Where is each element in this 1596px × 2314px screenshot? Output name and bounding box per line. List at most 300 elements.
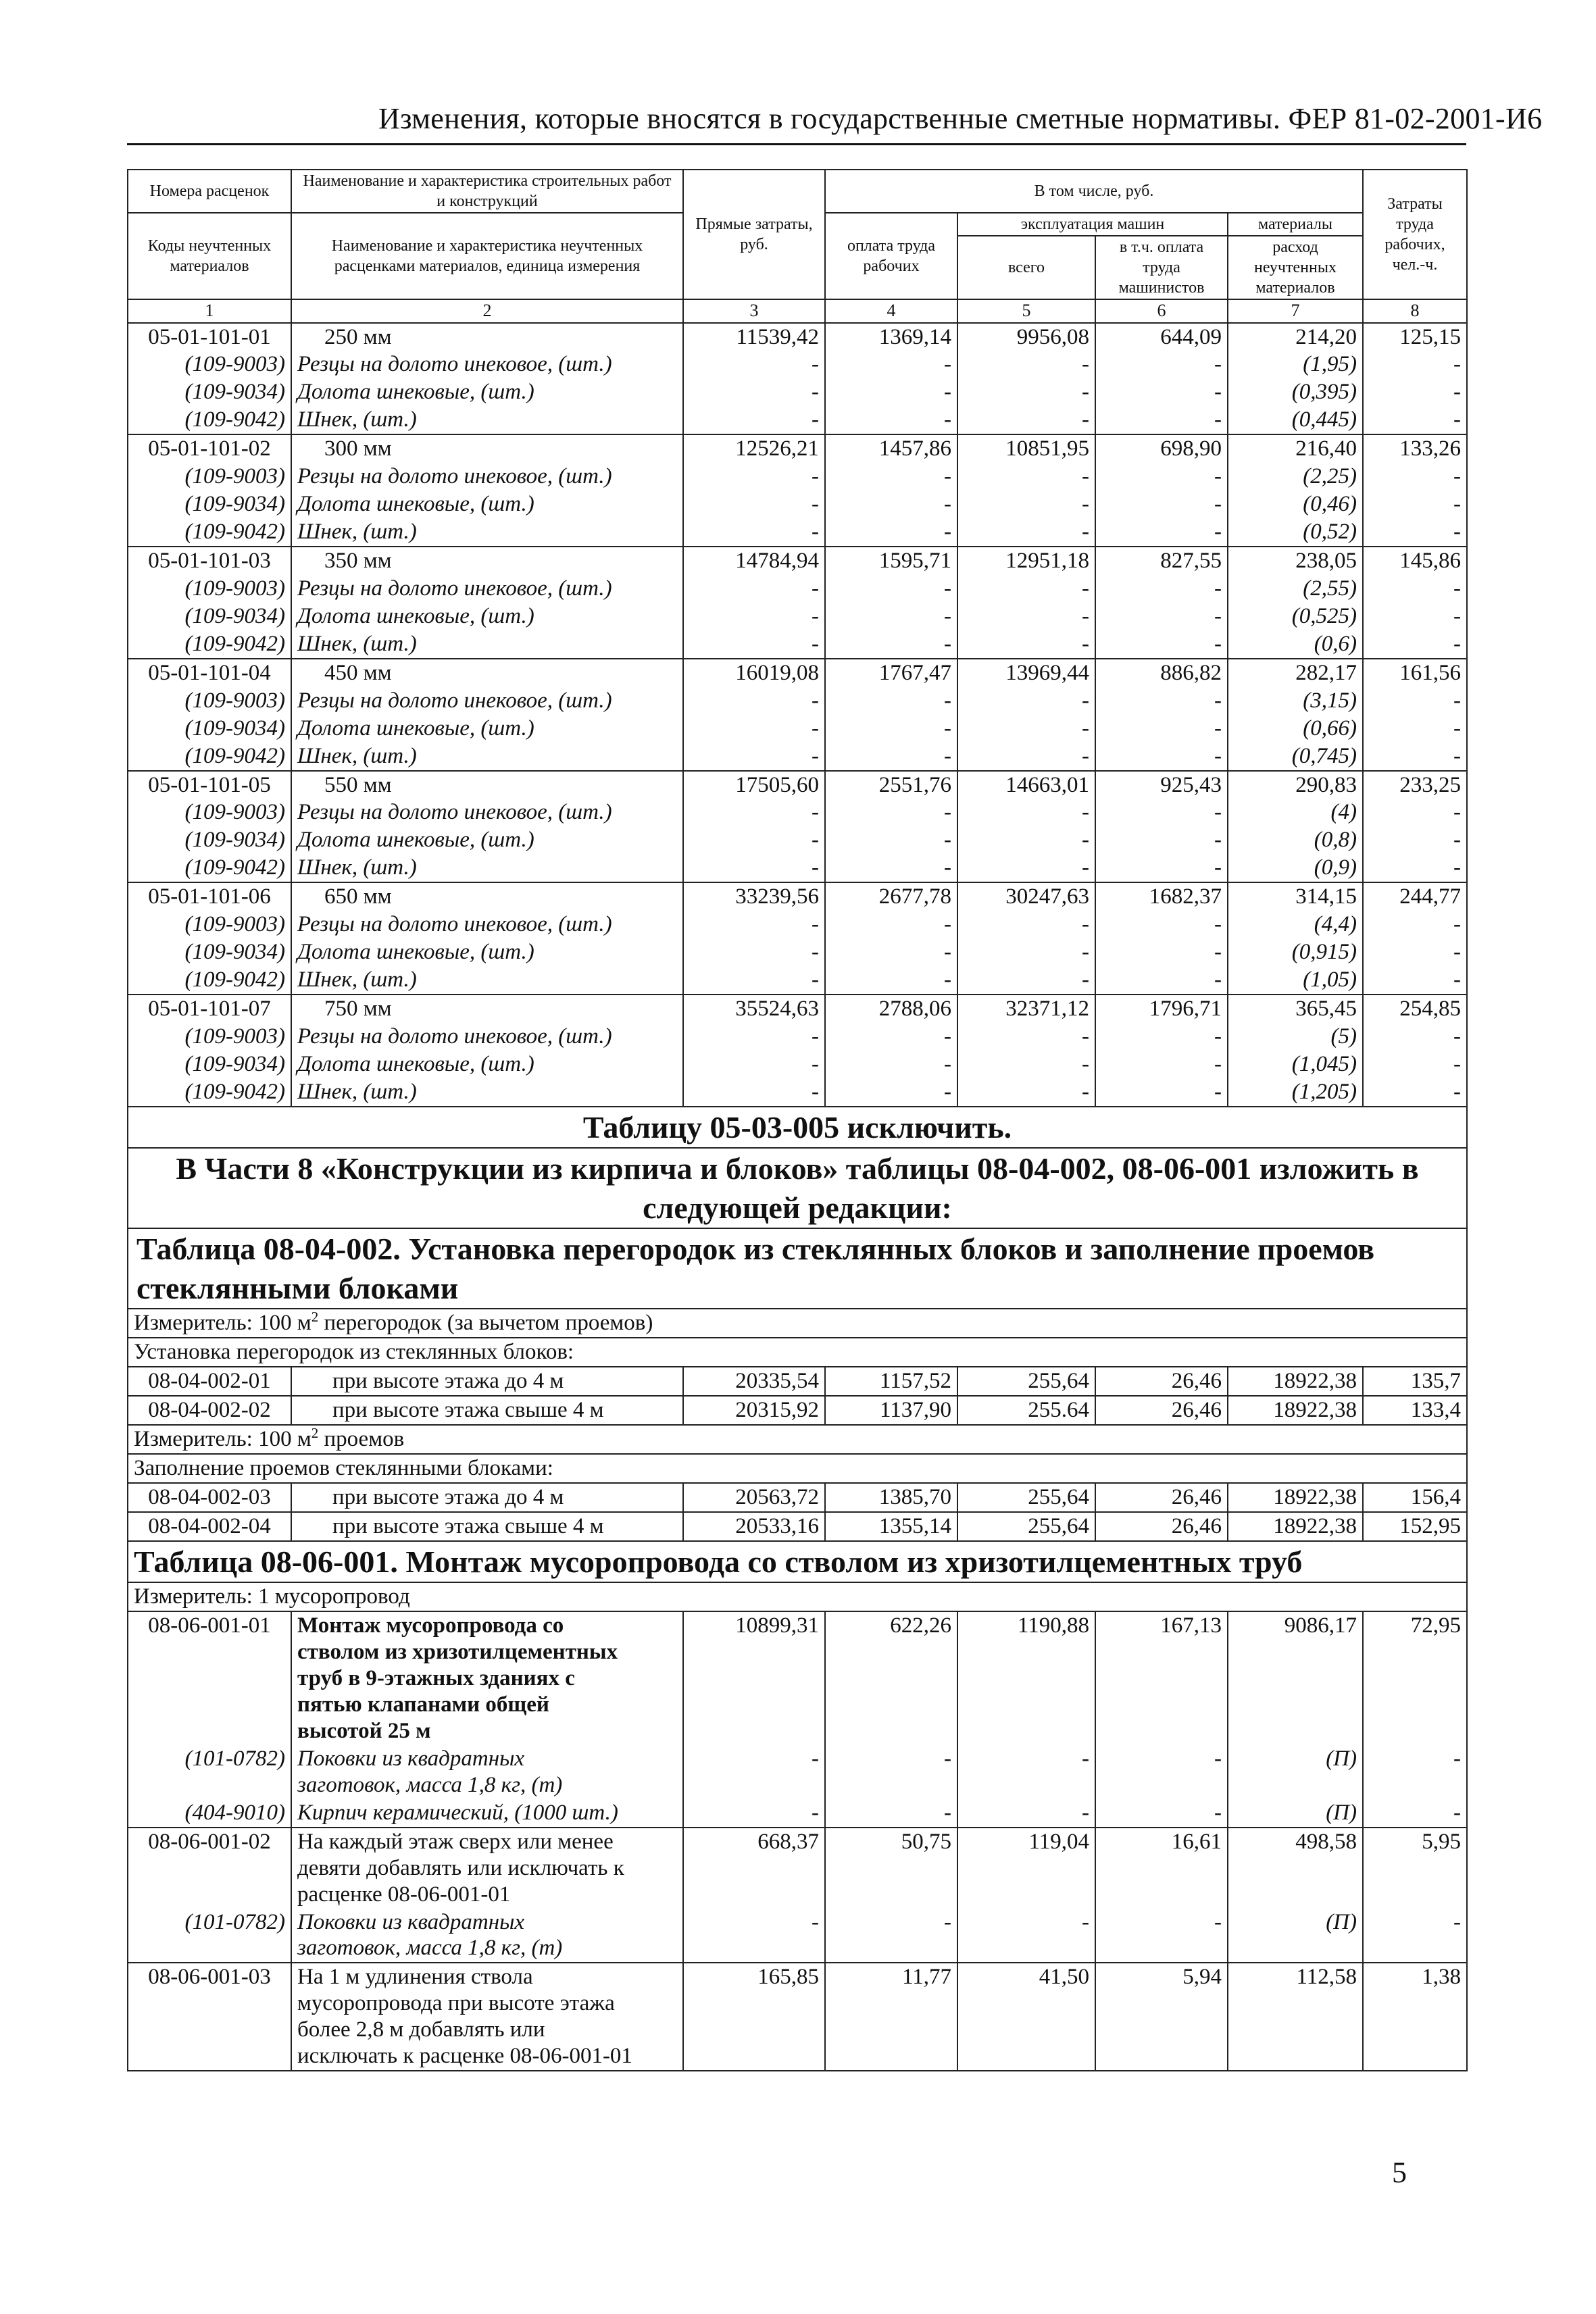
rate-name: 650 мм [291,882,683,911]
dash-cell: - [825,603,957,630]
materials-value: (3,15) [1228,687,1363,715]
material-code: (109-9034) [128,378,291,406]
machines-total: 14663,01 [957,771,1095,799]
materials-value: (0,525) [1228,603,1363,630]
dash-cell: - [1095,826,1228,854]
dash-cell: - [1095,715,1228,743]
name-line: Долота шнековые, (шт.) [297,940,534,965]
dash-cell: - [957,854,1095,882]
labor-pay: 622,26 [825,1611,957,1745]
machines-total: 1190,88 [957,1611,1095,1745]
name-cell [291,1799,683,1828]
dash-cell: - [683,1745,825,1799]
materials-value: (0,915) [1228,938,1363,966]
materials-value: 238,05 [1228,547,1363,575]
rate-name: при высоте этажа до 4 м [291,1367,683,1396]
table-row [128,491,1467,518]
rate-name: при высоте этажа свыше 4 м [291,1512,683,1541]
col-number: 2 [291,299,683,323]
name-line: пятью клапанами общей [297,1692,549,1717]
rate-name: при высоте этажа до 4 м [291,1483,683,1512]
labor-hours: 135,7 [1363,1367,1467,1396]
header-names-unaccounted: Наименование и характеристика неучтенных расценками материалов, единица измерения [291,213,683,299]
materials-value: 18922,38 [1228,1367,1363,1396]
dash-cell: - [957,966,1095,995]
rate-code: 08-06-001-03 [128,1963,291,2071]
dash-cell: - [1095,1078,1228,1107]
machinist-pay: 1682,37 [1095,882,1228,911]
direct-costs: 20563,72 [683,1483,825,1512]
dash-cell: - [1095,406,1228,434]
materials-value: 214,20 [1228,323,1363,351]
material-code: (109-9034) [128,938,291,966]
machinist-pay: 1796,71 [1095,995,1228,1023]
rate-code: 05-01-101-03 [128,547,291,575]
name-cell [291,715,683,743]
dash-cell: - [957,938,1095,966]
materials-value: (0,445) [1228,406,1363,434]
table-row [128,854,1467,882]
machinist-pay: 827,55 [1095,547,1228,575]
materials-value: 314,15 [1228,882,1363,911]
dash-cell: - [957,1745,1095,1799]
table-row [128,575,1467,603]
col-number: 8 [1363,299,1467,323]
name-line: исключать к расценке 08-06-001-01 [297,2044,632,2069]
name-line: Резцы на долото инековое, (шт.) [297,1024,612,1049]
dash-cell: - [957,603,1095,630]
dash-cell: - [683,799,825,826]
name-line: На 1 м удлинения ствола [297,1965,533,1990]
name-line: высотой 25 м [297,1718,431,1743]
dash-cell: - [957,1051,1095,1078]
dash-cell: - [1363,938,1467,966]
materials-value: (2,25) [1228,463,1363,491]
table-row [128,743,1467,771]
materials-value: (1,05) [1228,966,1363,995]
name-cell [291,1745,683,1799]
measure-sup: 2 [311,1309,319,1326]
direct-costs: 17505,60 [683,771,825,799]
materials-value: (0,66) [1228,715,1363,743]
dash-cell: - [957,630,1095,659]
name-cell [291,463,683,491]
measure-line: Измеритель: 1 мусоропровод [128,1582,1467,1611]
table-row [128,1963,1467,2071]
dash-cell: - [683,1909,825,1963]
dash-cell: - [825,518,957,547]
column-number-row [128,299,1467,323]
machinist-pay: 925,43 [1095,771,1228,799]
dash-cell: - [683,491,825,518]
name-cell [291,1963,683,2071]
materials-value: (0,8) [1228,826,1363,854]
table-row [128,1745,1467,1799]
dash-cell: - [1095,1051,1228,1078]
dash-cell: - [825,463,957,491]
table-row [128,771,1467,799]
direct-costs: 668,37 [683,1828,825,1909]
materials-value: (0,6) [1228,630,1363,659]
machines-total: 32371,12 [957,995,1095,1023]
machines-total: 13969,44 [957,659,1095,687]
rate-code: 05-01-101-07 [128,995,291,1023]
material-code: (109-9034) [128,1051,291,1078]
materials-value: (2,55) [1228,575,1363,603]
table-row [128,1396,1467,1425]
dash-cell: - [1363,1051,1467,1078]
dash-cell: - [1363,799,1467,826]
name-line: заготовок, масса 1,8 кг, (т) [297,1936,563,1961]
machinist-pay: 5,94 [1095,1963,1228,2071]
dash-cell: - [825,715,957,743]
rate-code: 05-01-101-01 [128,323,291,351]
machinist-pay: 26,46 [1095,1367,1228,1396]
dash-cell: - [825,854,957,882]
measure-suffix: проемов [318,1427,405,1451]
dash-cell: - [1095,491,1228,518]
rate-code: 05-01-101-02 [128,434,291,463]
glass-measure-2 [128,1425,1467,1483]
material-code: (109-9003) [128,463,291,491]
dash-cell: - [683,518,825,547]
dash-cell: - [1363,351,1467,378]
direct-costs: 14784,94 [683,547,825,575]
materials-value: (5) [1228,1023,1363,1051]
dash-cell: - [825,1909,957,1963]
dash-cell: - [1095,378,1228,406]
dash-cell: - [683,854,825,882]
table-row [128,715,1467,743]
dash-cell: - [1363,1799,1467,1828]
dash-cell: - [825,351,957,378]
dash-cell: - [1095,603,1228,630]
name-cell [291,491,683,518]
table-row [128,687,1467,715]
table-row [128,1051,1467,1078]
direct-costs: 11539,42 [683,323,825,351]
dash-cell: - [1095,1799,1228,1828]
labor-hours: 145,86 [1363,547,1467,575]
materials-value: 365,45 [1228,995,1363,1023]
material-code: (109-9042) [128,406,291,434]
machines-total: 30247,63 [957,882,1095,911]
dash-cell: - [825,966,957,995]
materials-value: 18922,38 [1228,1396,1363,1425]
name-cell [291,743,683,771]
name-line: Шнек, (шт.) [297,520,417,545]
table-row [128,1483,1467,1512]
dash-cell: - [957,743,1095,771]
rate-code: 08-06-001-01 [128,1611,291,1745]
labor-pay: 11,77 [825,1963,957,2071]
name-line: Резцы на долото инековое, (шт.) [297,352,612,377]
dash-cell: - [683,938,825,966]
dash-cell: - [1095,687,1228,715]
labor-pay: 1457,86 [825,434,957,463]
dash-cell: - [683,687,825,715]
dash-cell: - [1363,1745,1467,1799]
rate-name: 350 мм [291,547,683,575]
table-row [128,911,1467,938]
name-line: Шнек, (шт.) [297,967,417,992]
labor-hours: 152,95 [1363,1512,1467,1541]
dash-cell: - [825,630,957,659]
dash-cell: - [1095,854,1228,882]
rate-code: 08-04-002-02 [128,1396,291,1425]
labor-pay: 1157,52 [825,1367,957,1396]
dash-cell: - [1095,1745,1228,1799]
materials-value: (П) [1228,1909,1363,1963]
drill-rates-body [128,323,1467,1107]
dash-cell: - [683,826,825,854]
dash-cell: - [1095,1909,1228,1963]
material-code: (404-9010) [128,1799,291,1828]
rate-code: 08-06-001-02 [128,1828,291,1909]
rate-code: 08-04-002-01 [128,1367,291,1396]
name-line: Резцы на долото инековое, (шт.) [297,464,612,489]
rate-code: 05-01-101-05 [128,771,291,799]
material-code: (109-9034) [128,826,291,854]
dash-cell: - [1363,966,1467,995]
name-cell [291,966,683,995]
dash-cell: - [825,938,957,966]
materials-value: 216,40 [1228,434,1363,463]
measure-suffix: перегородок (за вычетом проемов) [318,1311,653,1336]
table-08-06-001-head [128,1541,1467,1611]
section-08-body [128,1107,1467,1367]
dash-cell: - [683,603,825,630]
dash-cell: - [957,406,1095,434]
machinist-pay: 167,13 [1095,1611,1228,1745]
name-line: Шнек, (шт.) [297,1079,417,1104]
dash-cell: - [1363,1909,1467,1963]
table-row [128,603,1467,630]
labor-pay: 2788,06 [825,995,957,1023]
labor-pay: 1595,71 [825,547,957,575]
header-materials: материалы [1228,213,1363,236]
header-direct-costs: Прямые затраты, руб. [683,170,825,299]
direct-costs: 16019,08 [683,659,825,687]
rate-name: при высоте этажа свыше 4 м [291,1396,683,1425]
dash-cell: - [1095,630,1228,659]
dash-cell: - [683,743,825,771]
dash-cell: - [957,687,1095,715]
dash-cell: - [957,1909,1095,1963]
dash-cell: - [825,575,957,603]
dash-cell: - [683,715,825,743]
material-code: (109-9042) [128,1078,291,1107]
dash-cell: - [825,687,957,715]
dash-cell: - [683,911,825,938]
table-row [128,406,1467,434]
material-code: (109-9003) [128,575,291,603]
table-row [128,1909,1467,1963]
direct-costs: 20335,54 [683,1367,825,1396]
dash-cell: - [1363,1078,1467,1107]
name-line: На каждый этаж сверх или менее [297,1829,614,1854]
machines-total: 41,50 [957,1963,1095,2071]
dash-cell: - [683,575,825,603]
labor-hours: 133,26 [1363,434,1467,463]
table-row [128,1512,1467,1541]
header-materials-consumption: расход неучтенных материалов [1228,236,1363,299]
dash-cell: - [1363,826,1467,854]
name-cell [291,854,683,882]
table-row [128,826,1467,854]
name-line: Шнек, (шт.) [297,631,417,656]
table-row [128,630,1467,659]
name-line: расценке 08-06-001-01 [297,1882,511,1907]
dash-cell: - [825,911,957,938]
header-including: В том числе, руб. [825,170,1363,213]
dash-cell: - [1095,463,1228,491]
table-row [128,1023,1467,1051]
name-line: заготовок, масса 1,8 кг, (т) [297,1772,563,1797]
direct-costs: 33239,56 [683,882,825,911]
materials-value: 282,17 [1228,659,1363,687]
table-row [128,323,1467,351]
header-codes: Коды неучтенных материалов [128,213,291,299]
glass-rows-2 [128,1483,1467,1541]
dash-cell: - [683,1078,825,1107]
name-cell [291,1023,683,1051]
table-row [128,434,1467,463]
direct-costs: 10899,31 [683,1611,825,1745]
dash-cell: - [1363,687,1467,715]
name-line: Долота шнековые, (шт.) [297,715,534,740]
machines-total: 10851,95 [957,434,1095,463]
dash-cell: - [1095,1023,1228,1051]
materials-value: (1,045) [1228,1051,1363,1078]
rate-code: 05-01-101-04 [128,659,291,687]
glass-rows-1 [128,1367,1467,1425]
measure-line [128,1309,1467,1338]
machinist-pay: 26,46 [1095,1512,1228,1541]
dash-cell: - [1363,603,1467,630]
name-cell [291,630,683,659]
name-line: девяти добавлять или исключать к [297,1855,624,1880]
material-code: (109-9042) [128,743,291,771]
name-line: Долота шнековые, (шт.) [297,492,534,517]
dash-cell: - [957,351,1095,378]
labor-hours: 1,38 [1363,1963,1467,2071]
dash-cell: - [1363,911,1467,938]
table-row [128,995,1467,1023]
name-cell [291,1611,683,1745]
dash-cell: - [1363,575,1467,603]
dash-cell: - [957,491,1095,518]
material-code: (109-9034) [128,491,291,518]
measure-line [128,1425,1467,1454]
direct-costs: 165,85 [683,1963,825,2071]
material-code: (109-9003) [128,687,291,715]
subhead-filling: Заполнение проемов стеклянными блоками: [128,1454,1467,1483]
material-code: (109-9003) [128,911,291,938]
name-cell [291,687,683,715]
dash-cell: - [957,463,1095,491]
dash-cell: - [683,1051,825,1078]
labor-hours: 156,4 [1363,1483,1467,1512]
labor-pay: 50,75 [825,1828,957,1909]
labor-pay: 1137,90 [825,1396,957,1425]
materials-value: (0,52) [1228,518,1363,547]
dash-cell: - [1363,854,1467,882]
machines-total: 255.64 [957,1396,1095,1425]
table-row [128,659,1467,687]
rate-name: 750 мм [291,995,683,1023]
name-cell [291,351,683,378]
machinist-pay: 644,09 [1095,323,1228,351]
table-row [128,378,1467,406]
materials-value: 498,58 [1228,1828,1363,1909]
dash-cell: - [825,1051,957,1078]
materials-value: 290,83 [1228,771,1363,799]
rate-name: 550 мм [291,771,683,799]
materials-value: (П) [1228,1799,1363,1828]
dash-cell: - [1363,406,1467,434]
header-machine-operation: эксплуатация машин [957,213,1228,236]
name-line: Шнек, (шт.) [297,407,417,432]
labor-hours: 233,25 [1363,771,1467,799]
dash-cell: - [683,966,825,995]
header-rule [127,143,1466,145]
name-cell [291,406,683,434]
dash-cell: - [1095,966,1228,995]
dash-cell: - [825,1799,957,1828]
name-line: Резцы на долото инековое, (шт.) [297,576,612,601]
name-line: Шнек, (шт.) [297,743,417,768]
dash-cell: - [825,743,957,771]
dash-cell: - [957,378,1095,406]
direct-costs: 20533,16 [683,1512,825,1541]
machines-total: 12951,18 [957,547,1095,575]
name-cell [291,1078,683,1107]
machinist-pay: 26,46 [1095,1396,1228,1425]
materials-value: 9086,17 [1228,1611,1363,1745]
dash-cell: - [1363,1023,1467,1051]
machines-total: 255,64 [957,1512,1095,1541]
table-row [128,547,1467,575]
rate-name: 450 мм [291,659,683,687]
table-row [128,1611,1467,1745]
dash-cell: - [825,491,957,518]
machines-total: 9956,08 [957,323,1095,351]
machinist-pay: 16,61 [1095,1828,1228,1909]
name-cell [291,575,683,603]
dash-cell: - [1095,743,1228,771]
name-cell [291,826,683,854]
materials-value: 112,58 [1228,1963,1363,2071]
name-cell [291,1828,683,1909]
name-line: более 2,8 м добавлять или [297,2017,545,2042]
dash-cell: - [683,378,825,406]
measure-sup: 2 [311,1425,319,1441]
dash-cell: - [825,1745,957,1799]
labor-pay: 1369,14 [825,323,957,351]
materials-value: (0,46) [1228,491,1363,518]
exclude-note: Таблицу 05-03-005 исключить. [128,1107,1467,1149]
machines-total: 119,04 [957,1828,1095,1909]
material-code: (109-9042) [128,630,291,659]
col-number: 5 [957,299,1095,323]
table-row [128,938,1467,966]
name-line: мусоропровода при высоте этажа [297,1991,615,2016]
labor-pay: 1355,14 [825,1512,957,1541]
labor-pay: 1385,70 [825,1483,957,1512]
dash-cell: - [825,378,957,406]
material-code: (109-9003) [128,1023,291,1051]
